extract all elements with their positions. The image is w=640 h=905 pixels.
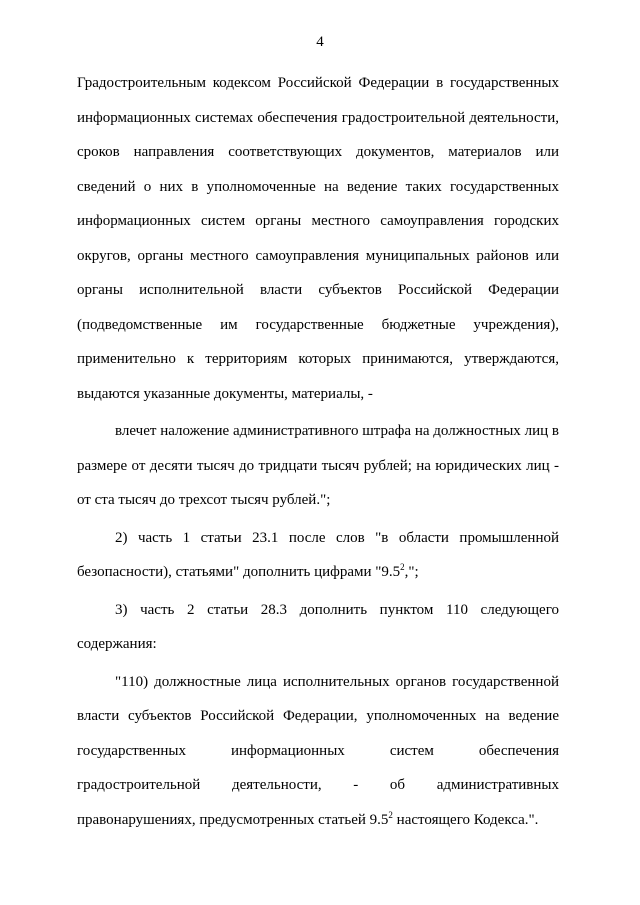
superscript: 2 [400,562,405,572]
paragraph-amendment-2 [77,521,559,590]
page-number: 4 [316,34,324,50]
superscript: 2 [388,809,393,820]
paragraph-penalty: влечет наложение административного штрафа на должностных лиц в размере от десяти тысяч до тридцати тысяч рублей; на юридических лиц - от ста тысяч до трехсот тысяч рублей."; [77,423,559,508]
paragraph-item-110 [77,665,559,838]
document-body [77,66,559,837]
item-110-text: "110) должностные лица исполнительных органов государственной власти субъектов Российской Федерации, уполномоченных на ведение государственных информационных систем обеспечения градостроительной деятельности, - об административных правонарушениях, предусмотренных статьей 9.5 [77,673,559,828]
item-110-tail: настоящего Кодекса.". [392,811,539,828]
amendment-2-tail: ,"; [404,564,419,580]
paragraph-amendment-3: 3) часть 2 статьи 28.3 дополнить пунктом 110 следующего содержания: [77,601,559,652]
amendment-2-text: 2) часть 1 статьи 23.1 после слов "в области промышленной безопасности), статьями" дополнить цифрами "9.5 [77,529,559,580]
paragraph-continuation: Градостроительным кодексом Российской Федерации в государственных информационных системах обеспечения градостроительной деятельности, сроков направления соответствующих документов, материалов или сведений о них в уполномоченные на ведение таких государственных информационных систем органы местного самоуправления городских округов, органы местного самоуправления муниципальных районов или органы исполнительной власти субъектов Российской Федерации (подведомственные им государственные бюджетные учреждения), применительно к территориям которых принимаются, утверждаются, выдаются указанные документы, материалы, - [77,75,559,402]
